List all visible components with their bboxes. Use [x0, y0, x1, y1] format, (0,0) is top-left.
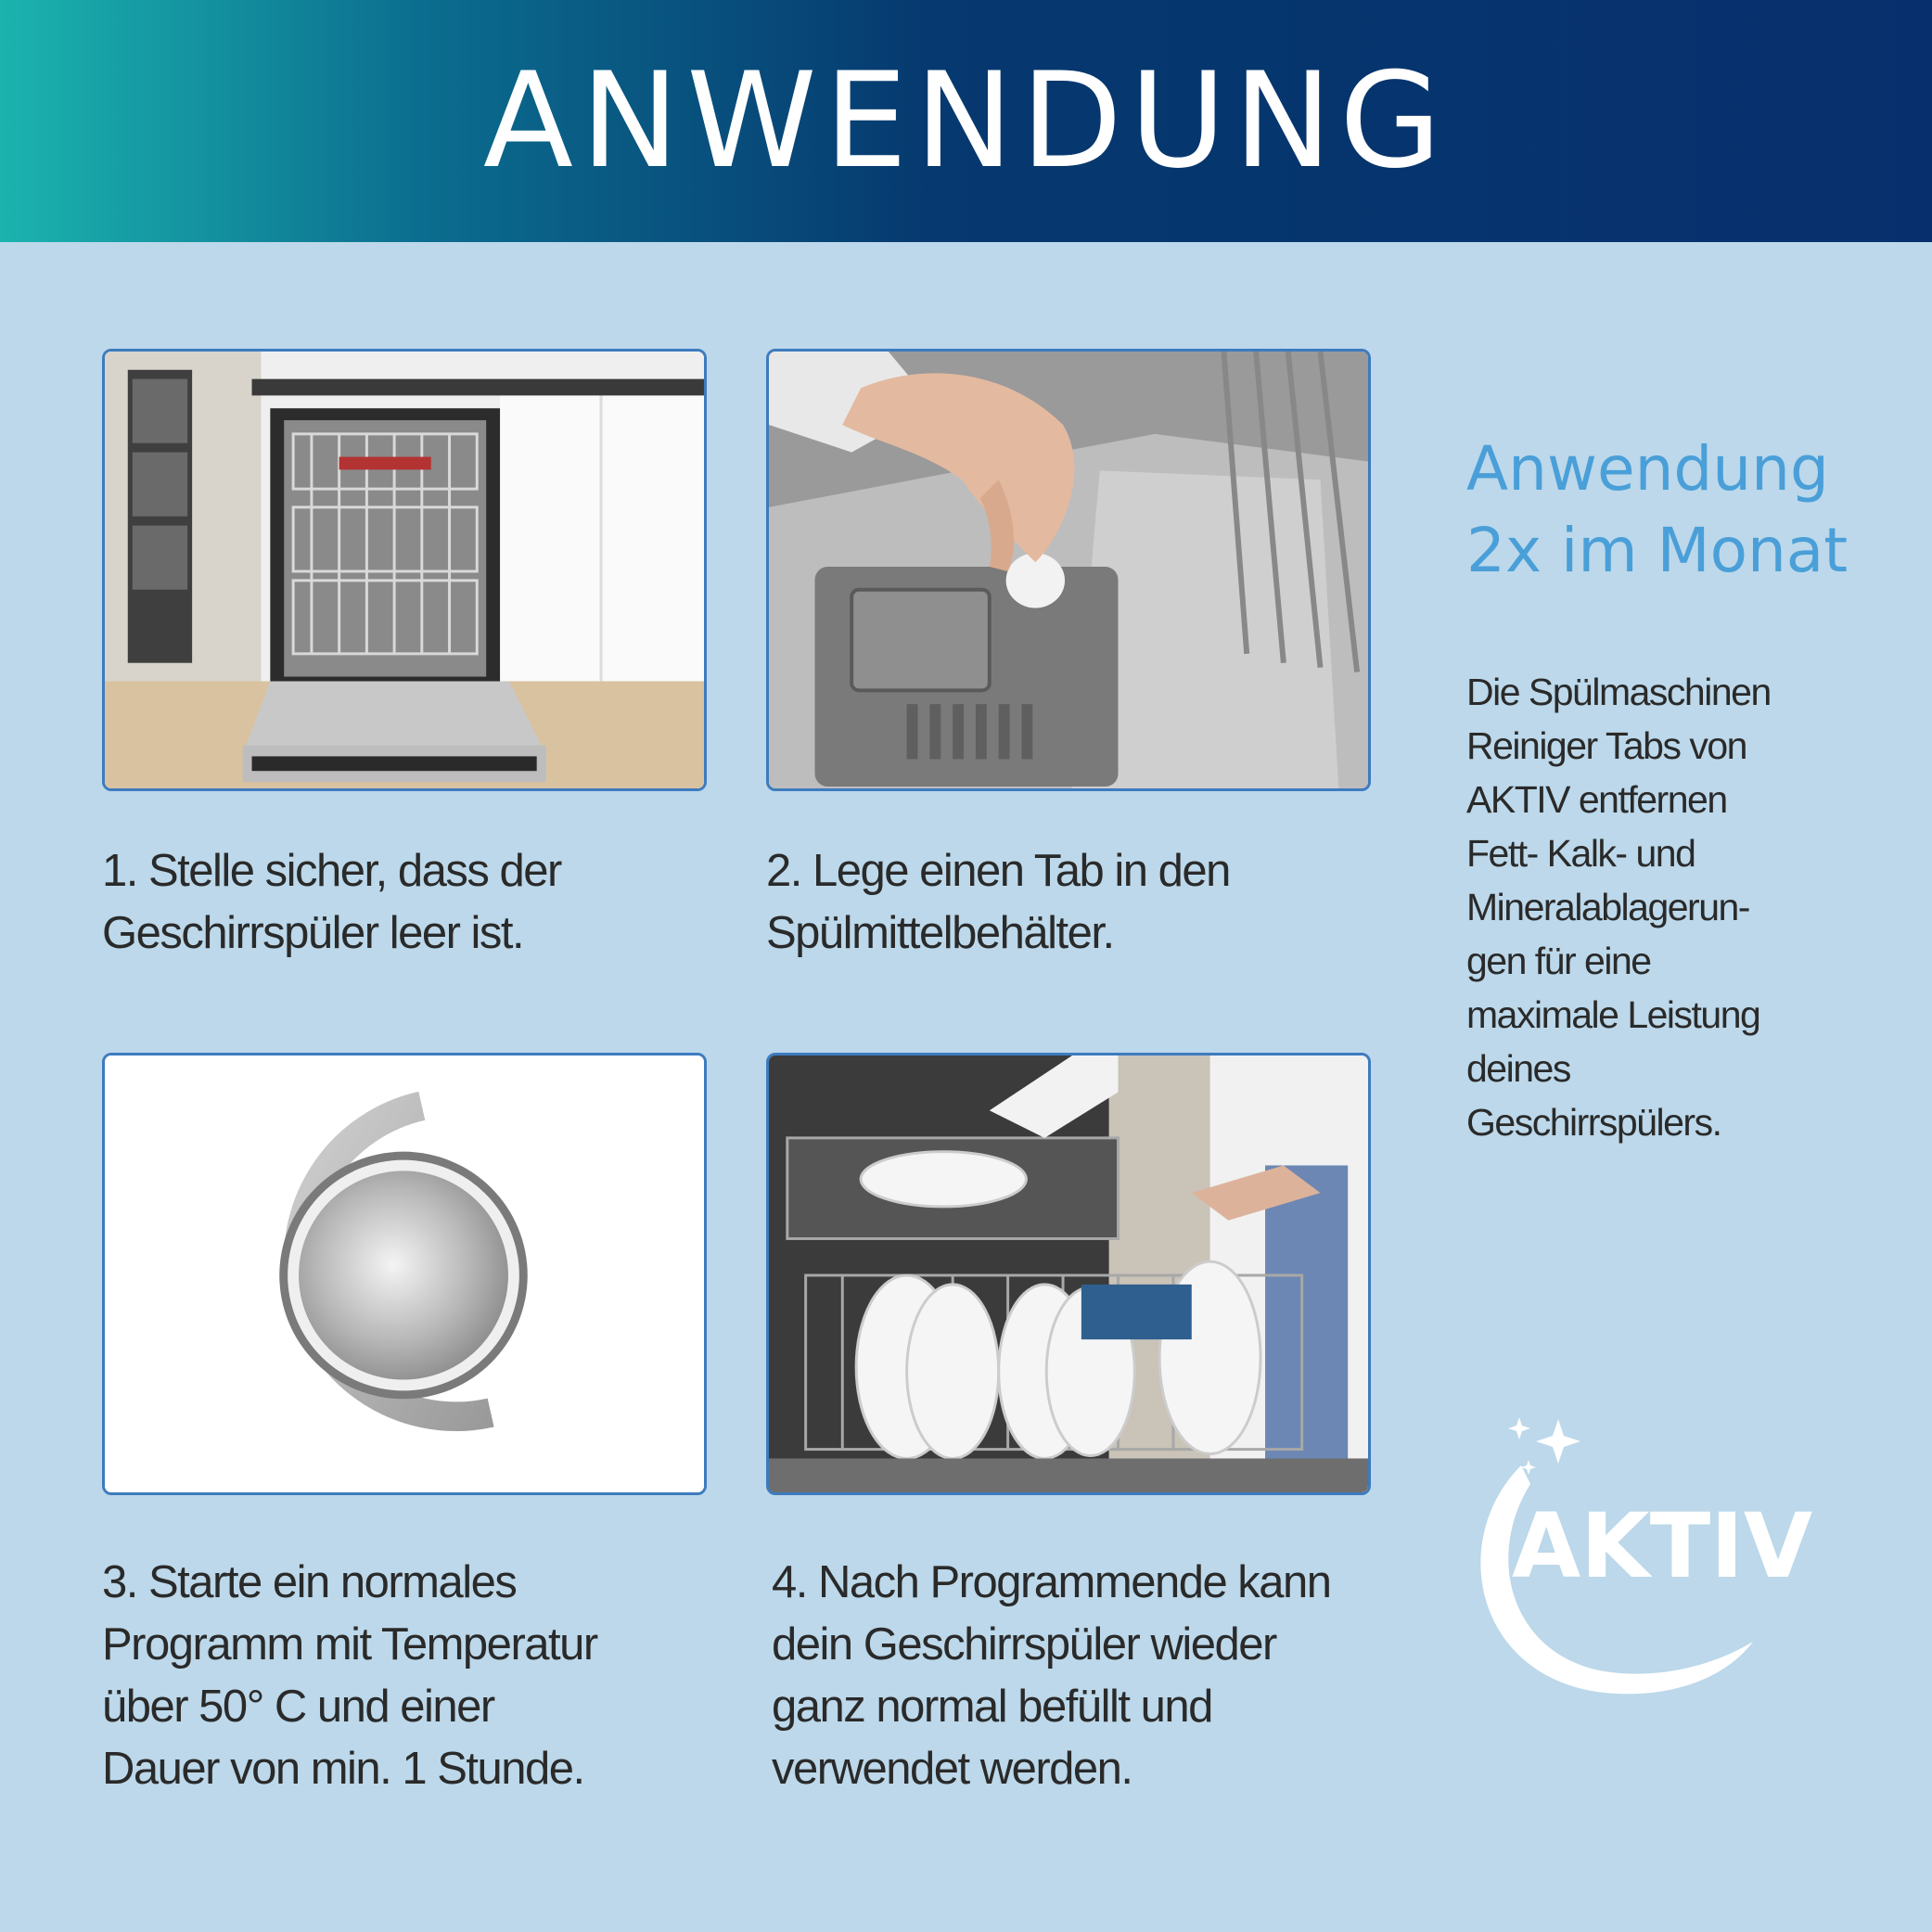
step-2-line-1: 2. Lege einen Tab in den [766, 846, 1230, 896]
step-4-line-3: ganz normal befüllt und [772, 1682, 1212, 1732]
side-text-line: Die Spülmaschinen [1466, 671, 1771, 713]
step-3-line-2: Programm mit Temperatur [102, 1619, 597, 1670]
step-2-caption [766, 840, 1230, 965]
logo-wordmark: AKTIV [1512, 1494, 1813, 1598]
step-2-line-2: Spülmittelbehälter. [766, 908, 1114, 958]
photo-program-dial [102, 1053, 707, 1495]
step-3-caption [102, 1552, 597, 1800]
side-text-line: Mineralablagerun- [1466, 886, 1749, 928]
side-heading [1466, 429, 1848, 592]
step-1-caption [102, 840, 561, 965]
aktiv-logo [1456, 1410, 1846, 1707]
step-4-line-1: 4. Nach Programmende kann [772, 1557, 1331, 1607]
side-text-line: Geschirrspülers. [1466, 1101, 1721, 1144]
side-text-line: maximale Leistung [1466, 993, 1760, 1036]
side-text-line: gen für eine [1466, 940, 1651, 982]
photo-insert-tab [766, 349, 1371, 791]
side-heading-line-1: Anwendung [1466, 433, 1829, 505]
step-4-caption [772, 1552, 1331, 1800]
step-3-line-3: über 50° C und einer [102, 1682, 494, 1732]
side-text-line: Reiniger Tabs von [1466, 724, 1746, 767]
sparkle-icon [1536, 1419, 1580, 1464]
sparkle-icon [1508, 1417, 1530, 1439]
step-4-line-2: dein Geschirrspüler wieder [772, 1619, 1276, 1670]
side-heading-line-2: 2x im Monat [1466, 515, 1849, 586]
side-description [1466, 665, 1771, 1149]
step-3-line-1: 3. Starte ein normales [102, 1557, 517, 1607]
side-text-line: Fett- Kalk- und [1466, 832, 1695, 875]
step-3-line-4: Dauer von min. 1 Stunde. [102, 1744, 584, 1794]
page-title: ANWENDUNG [482, 45, 1450, 198]
step-4-line-4: verwendet werden. [772, 1744, 1132, 1794]
photo-open-dishwasher [102, 349, 707, 791]
side-text-line: deines [1466, 1047, 1570, 1090]
step-1-line-2: Geschirrspüler leer ist. [102, 908, 524, 958]
side-text-line: AKTIV entfernen [1466, 778, 1727, 821]
photo-loaded-dishwasher [766, 1053, 1371, 1495]
step-1-line-1: 1. Stelle sicher, dass der [102, 846, 561, 896]
